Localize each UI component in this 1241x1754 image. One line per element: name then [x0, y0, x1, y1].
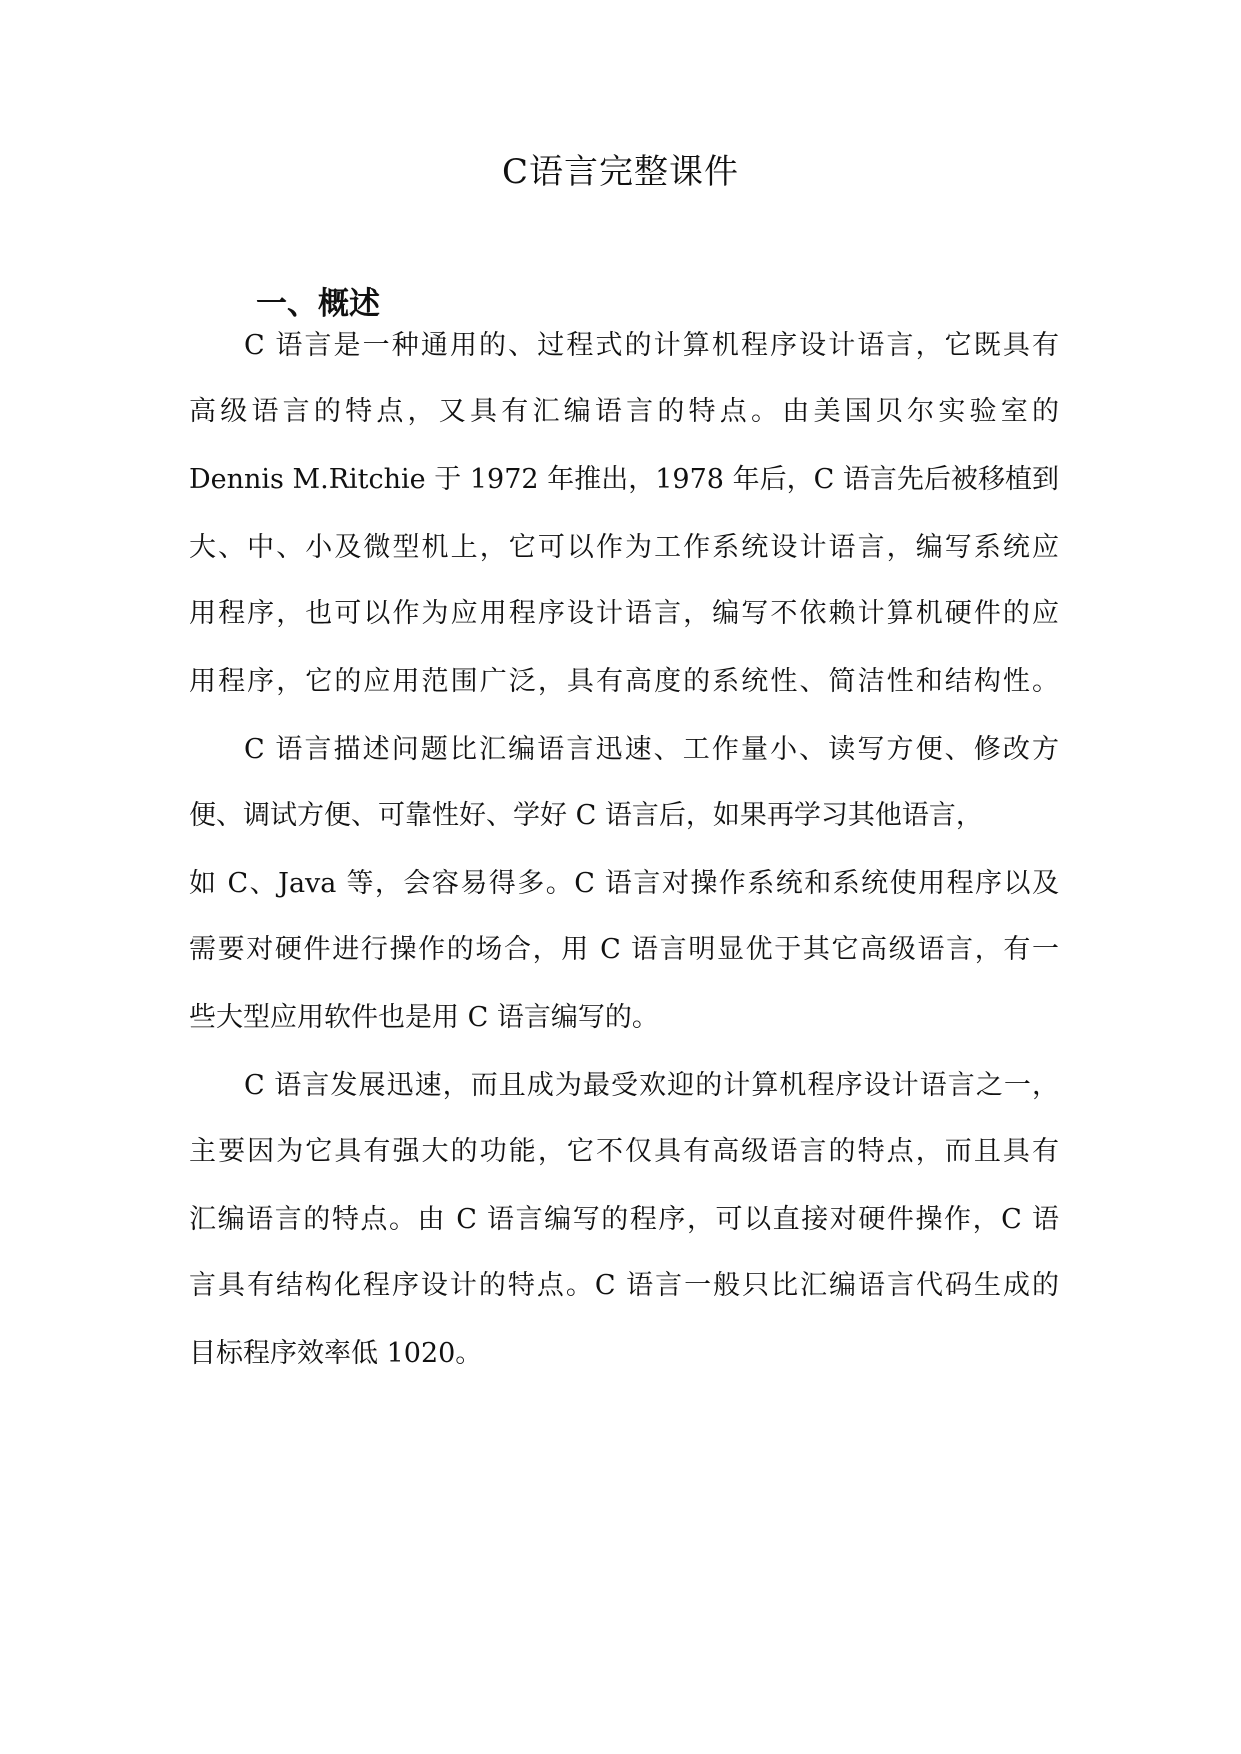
paragraph-1-line-6: 用程序，它的应用范围广泛，具有高度的系统性、简洁性和结构性。	[189, 666, 1059, 697]
paragraph-3-line-4: 言具有结构化程序设计的特点。C 语言一般只比汇编语言代码生成的	[189, 1270, 1059, 1301]
paragraph-3-line-5: 目标程序效率低 1020。	[189, 1338, 483, 1369]
paragraph-2-line-4: 需要对硬件进行操作的场合，用 C 语言明显优于其它高级语言，有一	[189, 934, 1059, 965]
paragraph-1-line-2: 高级语言的特点，又具有汇编语言的特点。由美国贝尔实验室的	[189, 396, 1059, 427]
document-title: C语言完整课件	[501, 152, 739, 192]
paragraph-1-line-4: 大、中、小及微型机上，它可以作为工作系统设计语言，编写系统应	[189, 532, 1059, 563]
paragraph-2-line-5: 些大型应用软件也是用 C 语言编写的。	[189, 1002, 659, 1033]
section-heading: 一、概述	[256, 286, 380, 322]
paragraph-1-line-5: 用程序，也可以作为应用程序设计语言，编写不依赖计算机硬件的应	[189, 598, 1059, 629]
paragraph-2-line-3: 如 C、Java 等，会容易得多。C 语言对操作系统和系统使用程序以及	[189, 868, 1059, 899]
paragraph-3-line-2: 主要因为它具有强大的功能，它不仅具有高级语言的特点，而且具有	[189, 1136, 1059, 1167]
paragraph-3-line-3: 汇编语言的特点。由 C 语言编写的程序，可以直接对硬件操作，C 语	[189, 1204, 1059, 1235]
paragraph-1-line-1: C 语言是一种通用的、过程式的计算机程序设计语言，它既具有	[244, 330, 1059, 361]
paragraph-2-line-1: C 语言描述问题比汇编语言迅速、工作量小、读写方便、修改方	[244, 734, 1059, 765]
paragraph-3-line-1: C 语言发展迅速，而且成为最受欢迎的计算机程序设计语言之一，	[244, 1070, 1059, 1101]
paragraph-1-line-3: Dennis M.Ritchie 于 1972 年推出，1978 年后，C 语言先后被移植到	[189, 464, 1059, 495]
paragraph-2-line-2: 便、调试方便、可靠性好、学好 C 语言后，如果再学习其他语言，	[189, 800, 983, 831]
